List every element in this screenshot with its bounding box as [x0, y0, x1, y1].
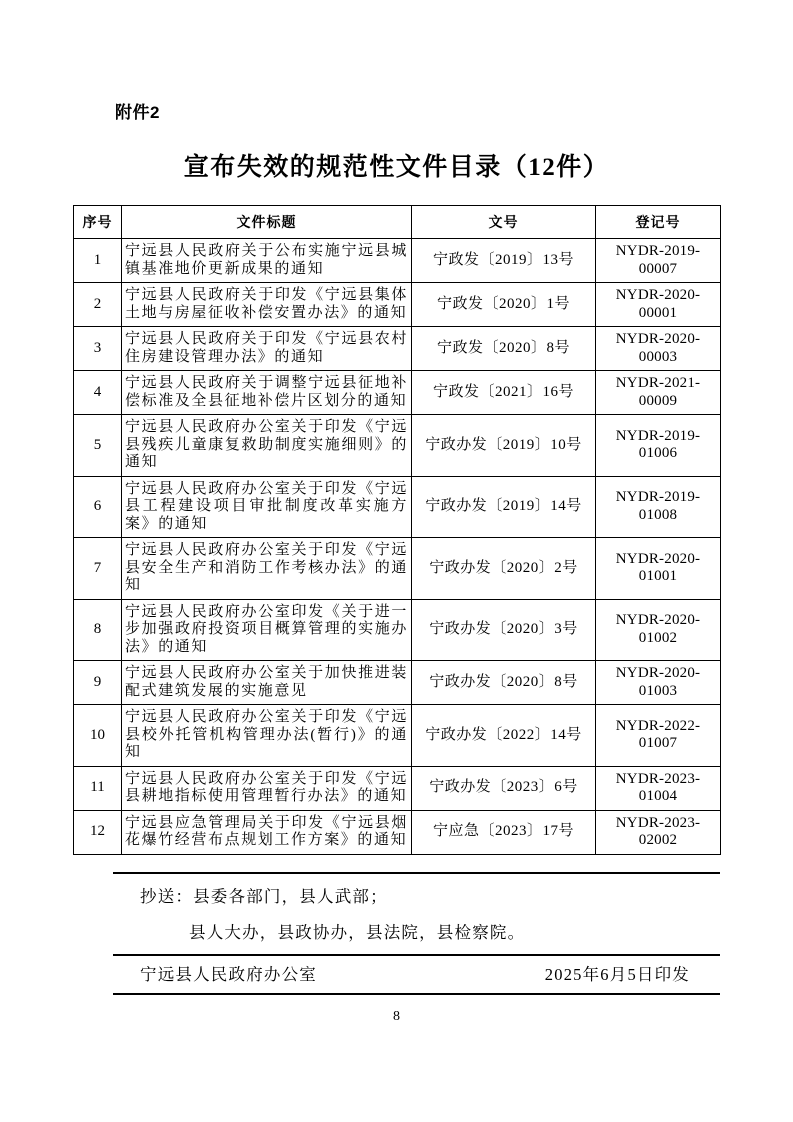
table-cell-index: 5	[74, 415, 122, 477]
table-cell-registration-number: NYDR-2019-00007	[596, 239, 721, 283]
table-cell-doc-number: 宁政办发〔2019〕14号	[412, 476, 596, 538]
table-cell-doc-number: 宁政发〔2021〕16号	[412, 371, 596, 415]
table-cell-registration-number: NYDR-2020-01003	[596, 661, 721, 705]
column-header: 文号	[412, 206, 596, 239]
table-cell-title: 宁远县人民政府办公室关于印发《宁远县耕地指标使用管理暂行办法》的通知	[122, 766, 412, 810]
cc-line-1	[140, 879, 720, 915]
table-row	[74, 538, 721, 600]
table-body	[74, 239, 721, 855]
attachment-label: 附件2	[115, 103, 160, 122]
table-cell-registration-number: NYDR-2023-02002	[596, 810, 721, 854]
table-row	[74, 476, 721, 538]
table-cell-doc-number: 宁政办发〔2022〕14号	[412, 705, 596, 767]
column-header: 登记号	[596, 206, 721, 239]
table-cell-index: 3	[74, 327, 122, 371]
table-cell-doc-number: 宁政办发〔2019〕10号	[412, 415, 596, 477]
table-cell-doc-number: 宁政办发〔2020〕2号	[412, 538, 596, 600]
table-cell-title: 宁远县人民政府关于印发《宁远县集体土地与房屋征收补偿安置办法》的通知	[122, 283, 412, 327]
table-cell-title: 宁远县人民政府办公室关于印发《宁远县校外托管机构管理办法(暂行)》的通知	[122, 705, 412, 767]
table-cell-index: 12	[74, 810, 122, 854]
table-row	[74, 415, 721, 477]
issuer-row	[113, 956, 720, 995]
table-cell-index: 4	[74, 371, 122, 415]
table-cell-title: 宁远县人民政府关于公布实施宁远县城镇基准地价更新成果的通知	[122, 239, 412, 283]
table-cell-doc-number: 宁政办发〔2020〕3号	[412, 599, 596, 661]
table-cell-doc-number: 宁应急〔2023〕17号	[412, 810, 596, 854]
table-cell-index: 6	[74, 476, 122, 538]
documents-table	[73, 205, 721, 855]
table-cell-doc-number: 宁政发〔2020〕8号	[412, 327, 596, 371]
table-row	[74, 705, 721, 767]
table-cell-index: 10	[74, 705, 122, 767]
issuer-office: 宁远县人民政府办公室	[140, 964, 317, 984]
table-cell-title: 宁远县人民政府关于印发《宁远县农村住房建设管理办法》的通知	[122, 327, 412, 371]
table-cell-registration-number: NYDR-2019-01008	[596, 476, 721, 538]
table-row	[74, 239, 721, 283]
table-row	[74, 810, 721, 854]
table-cell-title: 宁远县人民政府办公室关于加快推进装配式建筑发展的实施意见	[122, 661, 412, 705]
table-cell-registration-number: NYDR-2020-00003	[596, 327, 721, 371]
table-row	[74, 371, 721, 415]
table-cell-title: 宁远县人民政府办公室印发《关于进一步加强政府投资项目概算管理的实施办法》的通知	[122, 599, 412, 661]
table-cell-title: 宁远县人民政府办公室关于印发《宁远县残疾儿童康复救助制度实施细则》的通知	[122, 415, 412, 477]
table-row	[74, 766, 721, 810]
table-cell-registration-number: NYDR-2019-01006	[596, 415, 721, 477]
table-row	[74, 599, 721, 661]
table-cell-index: 2	[74, 283, 122, 327]
table-cell-index: 7	[74, 538, 122, 600]
table-cell-doc-number: 宁政发〔2020〕1号	[412, 283, 596, 327]
column-header: 序号	[74, 206, 122, 239]
table-cell-title: 宁远县人民政府办公室关于印发《宁远县工程建设项目审批制度改革实施方案》的通知	[122, 476, 412, 538]
table-cell-registration-number: NYDR-2020-01001	[596, 538, 721, 600]
print-date: 2025年6月5日印发	[544, 964, 690, 984]
table-cell-index: 9	[74, 661, 122, 705]
cc-recipients-1: 县委各部门，县人武部；	[193, 886, 388, 906]
table-cell-doc-number: 宁政办发〔2020〕8号	[412, 661, 596, 705]
table-cell-title: 宁远县人民政府办公室关于印发《宁远县安全生产和消防工作考核办法》的通知	[122, 538, 412, 600]
page-number: 8	[393, 1008, 400, 1024]
table-cell-index: 11	[74, 766, 122, 810]
document-title: 宣布失效的规范性文件目录（12件）	[183, 154, 610, 181]
table-cell-title: 宁远县人民政府关于调整宁远县征地补偿标准及全县征地补偿片区划分的通知	[122, 371, 412, 415]
cc-label: 抄送：	[140, 886, 194, 906]
column-header: 文件标题	[122, 206, 412, 239]
table-cell-doc-number: 宁政发〔2019〕13号	[412, 239, 596, 283]
table-cell-title: 宁远县应急管理局关于印发《宁远县烟花爆竹经营布点规划工作方案》的通知	[122, 810, 412, 854]
table-cell-registration-number: NYDR-2020-00001	[596, 283, 721, 327]
table-cell-doc-number: 宁政办发〔2023〕6号	[412, 766, 596, 810]
table-cell-registration-number: NYDR-2023-01004	[596, 766, 721, 810]
table-cell-index: 8	[74, 599, 122, 661]
table-row	[74, 661, 721, 705]
table-row	[74, 327, 721, 371]
table-cell-registration-number: NYDR-2020-01002	[596, 599, 721, 661]
cc-block	[113, 872, 720, 956]
document-footer	[113, 872, 720, 995]
table-row	[74, 283, 721, 327]
table-cell-registration-number: NYDR-2022-01007	[596, 705, 721, 767]
table-header-row	[74, 206, 721, 239]
table-cell-registration-number: NYDR-2021-00009	[596, 371, 721, 415]
cc-line-2: 县人大办，县政协办，县法院，县检察院。	[189, 922, 526, 942]
table-cell-index: 1	[74, 239, 122, 283]
